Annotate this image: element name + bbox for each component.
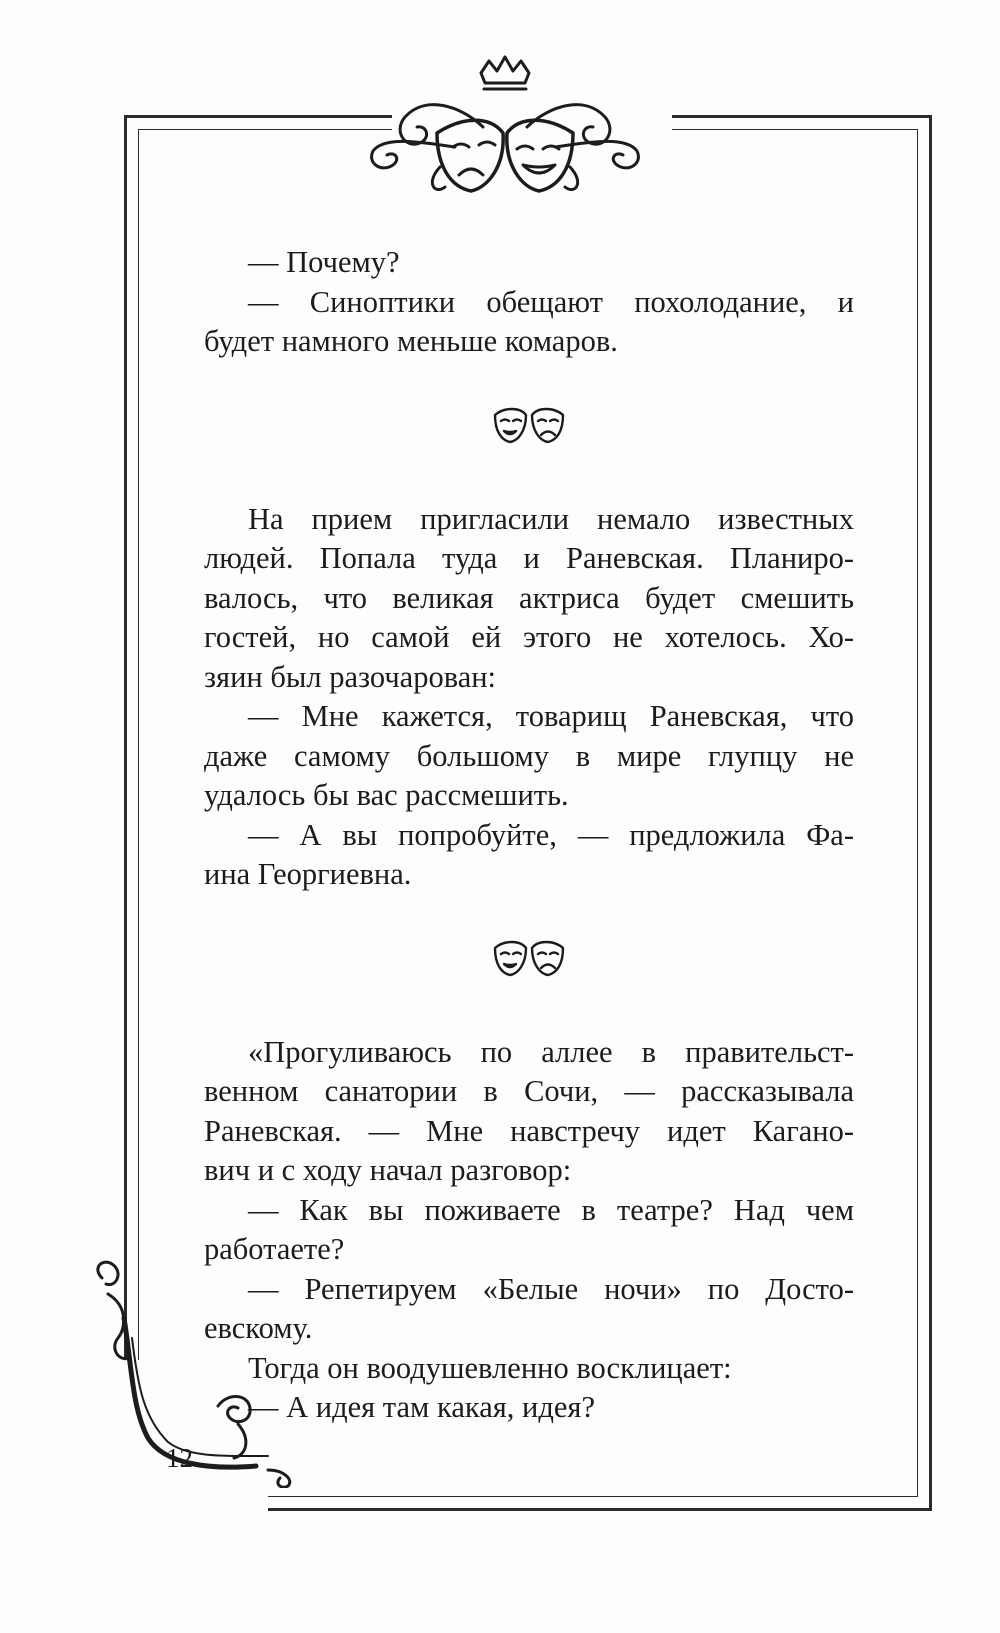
theater-masks-crown-ornament — [365, 55, 645, 205]
page-number: 12 — [166, 1443, 193, 1473]
section-separator — [204, 362, 854, 500]
text-line: — Почему? — [248, 245, 400, 279]
theater-masks-icon — [492, 938, 566, 989]
section-separator — [204, 895, 854, 1033]
text-line: Раневская. — Мне навстречу идет Кагано- — [204, 1113, 854, 1148]
text-line: На прием пригласили немало известных — [248, 501, 854, 536]
text-line: людей. Попала туда и Раневская. Планиро- — [204, 541, 854, 575]
text-line: валось, что великая актриса будет смешить — [204, 580, 854, 615]
text-line: работаете? — [204, 1232, 345, 1266]
text-line: зяин был разочарован: — [204, 659, 497, 694]
theater-masks-icon — [492, 405, 566, 456]
text-line: венном санатории в Сочи, — рассказывала — [204, 1074, 854, 1108]
text-line: вич и с ходу начал разговор: — [204, 1153, 572, 1187]
text-line: — Репетируем «Белые ночи» по Досто- — [248, 1271, 854, 1306]
text-line: — А вы попробуйте, — предложила Фа- — [248, 817, 854, 852]
text-line: будет намного меньше комаров. — [204, 324, 618, 358]
text-line: — А идея там какая, идея? — [248, 1390, 595, 1424]
text-line: евскому. — [204, 1311, 313, 1345]
text-line: гостей, но самой ей этого не хотелось. Хо- — [204, 620, 854, 654]
text-line: Тогда он воодушевленно восклицает: — [248, 1350, 732, 1385]
text-line: удалось бы вас рассмешить. — [204, 778, 569, 812]
text-line: — Как вы поживаете в театре? Над чем — [248, 1192, 854, 1227]
text-line: ина Георгиевна. — [204, 857, 412, 891]
body-text — [204, 243, 854, 1428]
text-line: даже самому большому в мире глупцу не — [204, 738, 854, 773]
text-line: — Мне кажется, товарищ Раневская, что — [248, 699, 854, 733]
text-line: — Синоптики обещают похолодание, и — [248, 284, 854, 319]
text-line: «Прогуливаюсь по аллее в правительст- — [248, 1034, 854, 1069]
